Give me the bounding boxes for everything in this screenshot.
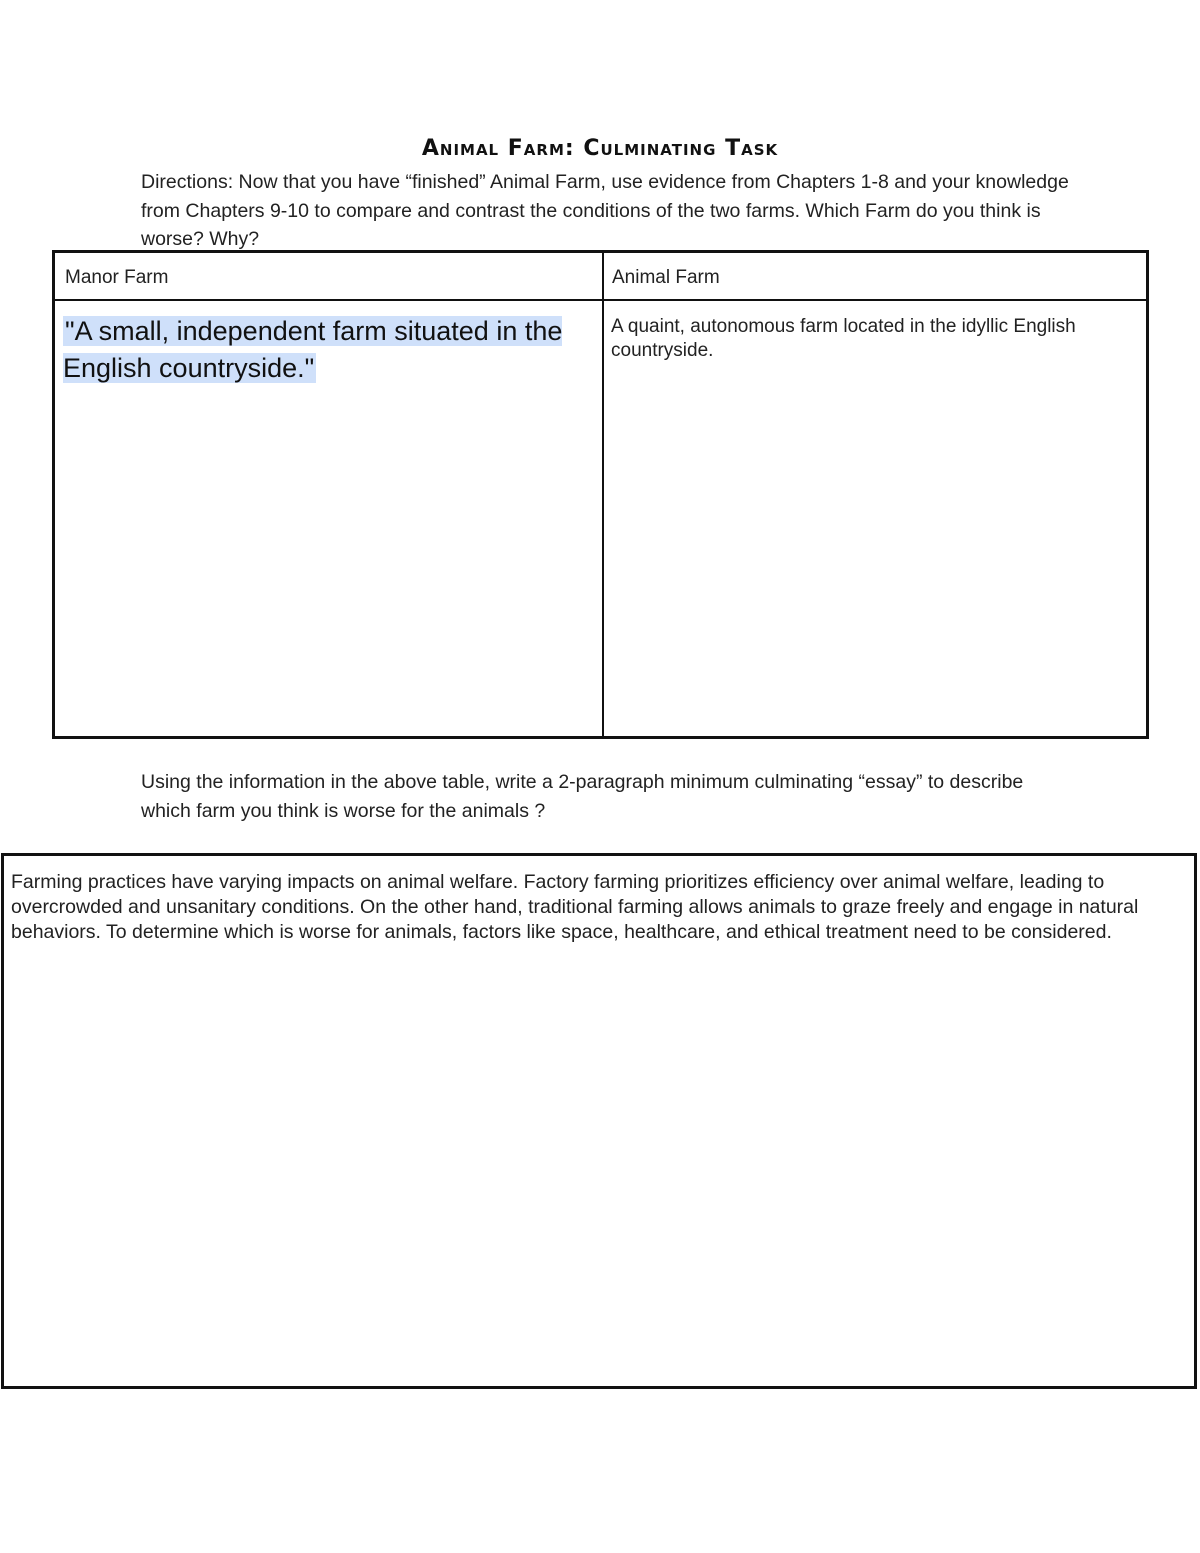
comparison-table [52,250,1149,739]
header-manor-farm: Manor Farm [65,267,169,288]
header-animal-farm: Animal Farm [612,267,720,288]
table-column-divider [602,253,604,736]
page-title: Animal Farm: Culminating Task [421,136,779,161]
essay-box[interactable] [1,853,1197,1389]
essay-prompt: Using the information in the above table, write a 2-paragraph minimum culminating “essay” to describe which farm you think is worse for the animals ? [141,771,1024,822]
manor-farm-cell[interactable] [63,313,593,387]
essay-text[interactable]: Farming practices have varying impacts on animal welfare. Factory farming prioritizes efficiency over animal welfare, leading to overcrowded and unsanitary conditions. On the other hand, traditional farming allows animals to graze freely and engage in natural behaviors. To determine which is worse for animals, factors like space, healthcare, and ethical treatment need to be considered. [11,871,1139,943]
manor-farm-selected-text[interactable]: "A small, independent farm situated in the English countryside." [63,316,563,383]
directions-text: Directions: Now that you have “finished” Animal Farm, use evidence from Chapters 1-8 and your knowledge from Chapters 9-10 to compare and contrast the conditions of the two farms. Which Farm do you think is worse? Why? [141,171,1069,250]
table-header-divider [55,299,1146,301]
animal-farm-cell[interactable]: A quaint, autonomous farm located in the idyllic English countryside. [611,316,1076,361]
